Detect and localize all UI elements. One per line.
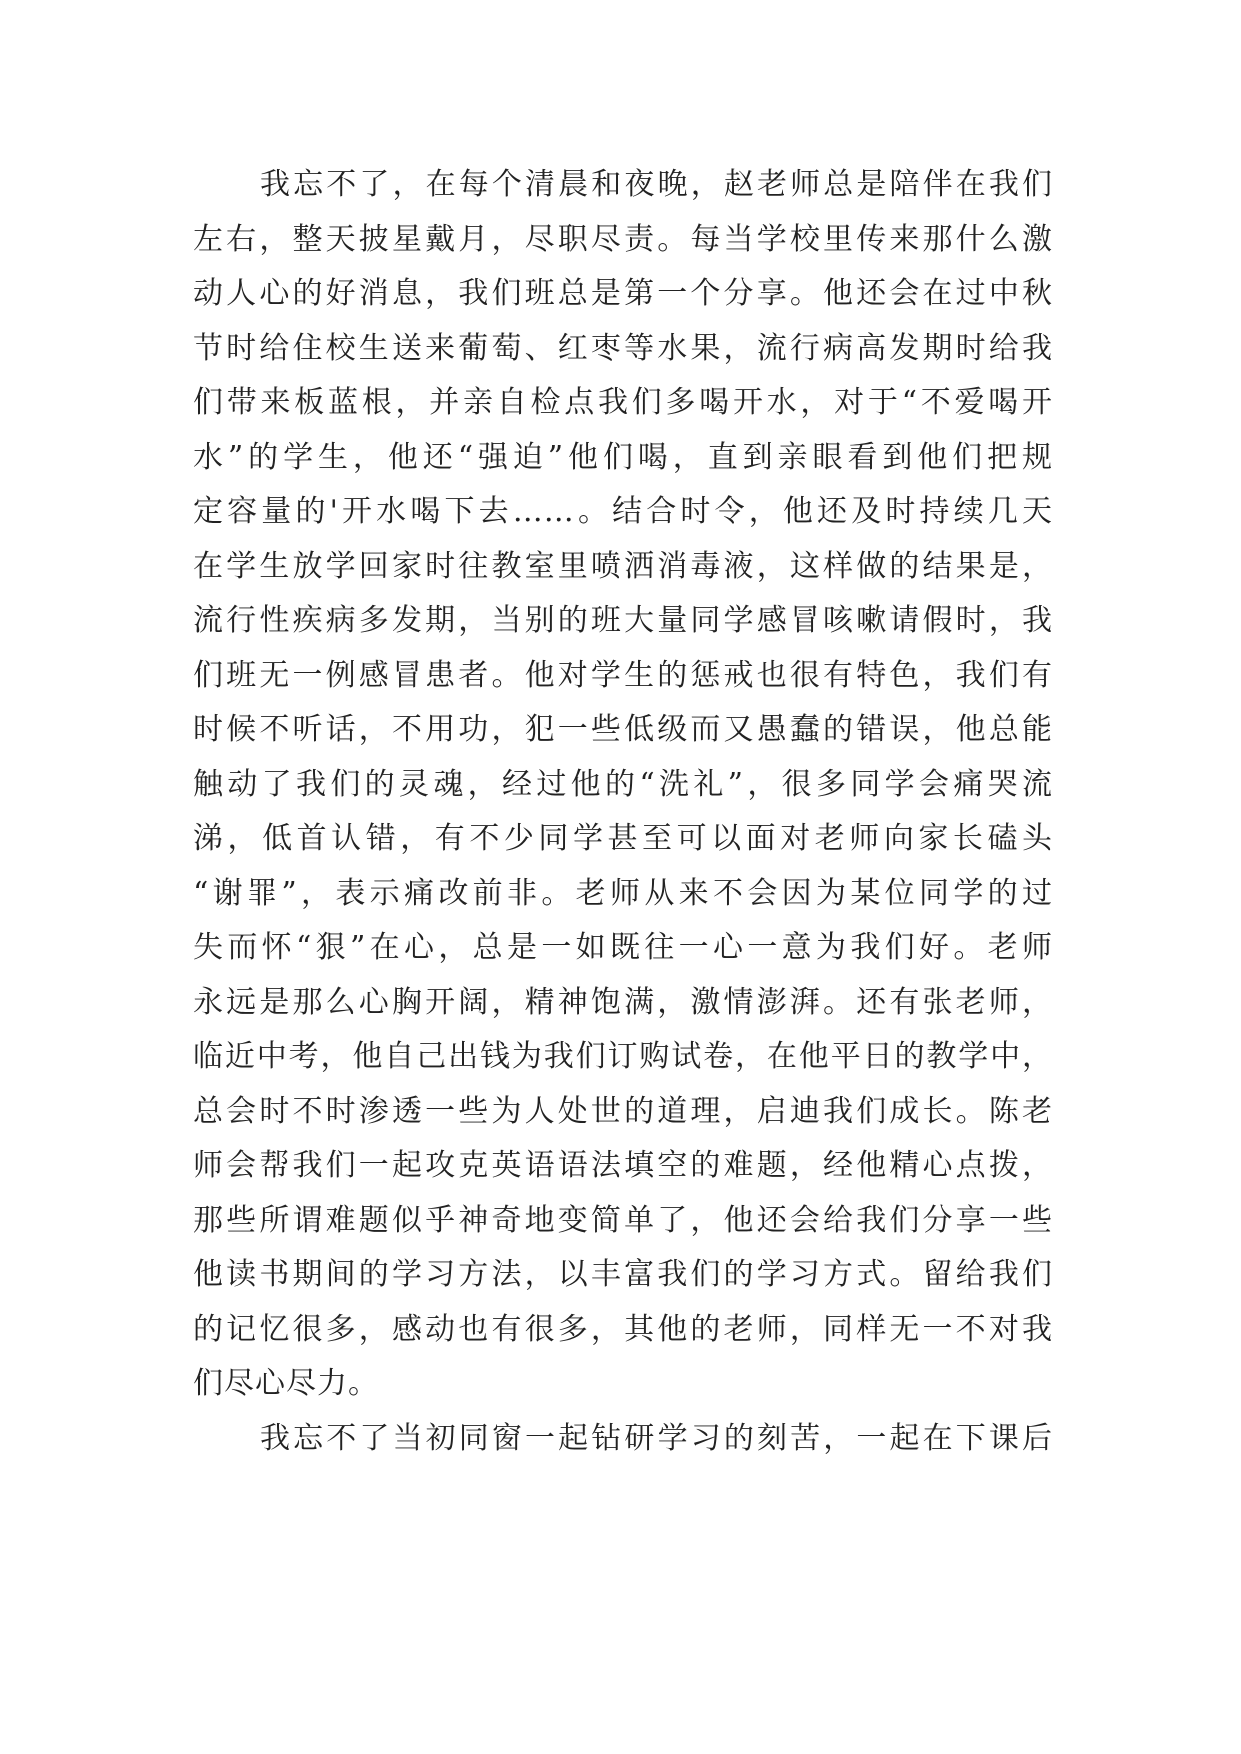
paragraph-line: 师会帮我们一起攻克英语语法填空的难题，经他精心点拨，	[193, 1148, 1053, 1183]
paragraph-line: 时候不听话，不用功，犯一些低级而又愚蠢的错误，他总能	[193, 712, 1053, 747]
paragraph-line: 那些所谓难题似乎神奇地变简单了，他还会给我们分享一些	[193, 1202, 1053, 1238]
paragraph-line: 失而怀“狠”在心，总是一如既往一心一意为我们好。老师	[193, 930, 1053, 965]
paragraph-line: 总会时不时渗透一些为人处世的道理，启迪我们成长。陈老	[193, 1093, 1053, 1129]
paragraph-line: 的记忆很多，感动也有很多，其他的老师，同样无一不对我	[193, 1311, 1053, 1347]
paragraph-line: 在学生放学回家时往教室里喷洒消毒液，这样做的结果是，	[193, 548, 1053, 584]
paragraph-line: 临近中考，他自己出钱为我们订购试卷，在他平日的教学中，	[193, 1039, 1053, 1074]
paragraph-line: 定容量的'开水喝下去……。结合时令，他还及时持续几天	[193, 494, 1053, 529]
paragraph-line: 动人心的好消息，我们班总是第一个分享。他还会在过中秋	[193, 276, 1053, 311]
paragraph-1	[193, 158, 1053, 1412]
paragraph-line: 永远是那么心胸开阔，精神饱满，激情澎湃。还有张老师，	[193, 984, 1053, 1020]
paragraph-line: 们尽心尽力。	[193, 1366, 379, 1401]
paragraph-line: 他读书期间的学习方法，以丰富我们的学习方式。留给我们	[193, 1257, 1053, 1292]
paragraph-2	[193, 1412, 1053, 1467]
paragraph-line: 我忘不了当初同窗一起钻研学习的刻苦，一起在下课后	[260, 1420, 1053, 1456]
paragraph-line: 水”的学生，他还“强迫”他们喝，直到亲眼看到他们把规	[193, 439, 1053, 475]
document-body	[193, 158, 1053, 1466]
paragraph-line: “谢罪”，表示痛改前非。老师从来不会因为某位同学的过	[193, 875, 1053, 911]
paragraph-line: 我忘不了，在每个清晨和夜晚，赵老师总是陪伴在我们	[260, 167, 1053, 202]
paragraph-line: 左右，整天披星戴月，尽职尽责。每当学校里传来那什么激	[193, 221, 1053, 257]
paragraph-line: 们班无一例感冒患者。他对学生的惩戒也很有特色，我们有	[193, 657, 1053, 693]
paragraph-line: 节时给住校生送来葡萄、红枣等水果，流行病高发期时给我	[193, 330, 1053, 366]
paragraph-line: 们带来板蓝根，并亲自检点我们多喝开水，对于“不爱喝开	[193, 385, 1053, 420]
paragraph-line: 触动了我们的灵魂，经过他的“洗礼”，很多同学会痛哭流	[193, 766, 1053, 802]
paragraph-line: 流行性疾病多发期，当别的班大量同学感冒咳嗽请假时，我	[193, 603, 1053, 638]
paragraph-line: 涕，低首认错，有不少同学甚至可以面对老师向家长磕头	[193, 821, 1053, 856]
